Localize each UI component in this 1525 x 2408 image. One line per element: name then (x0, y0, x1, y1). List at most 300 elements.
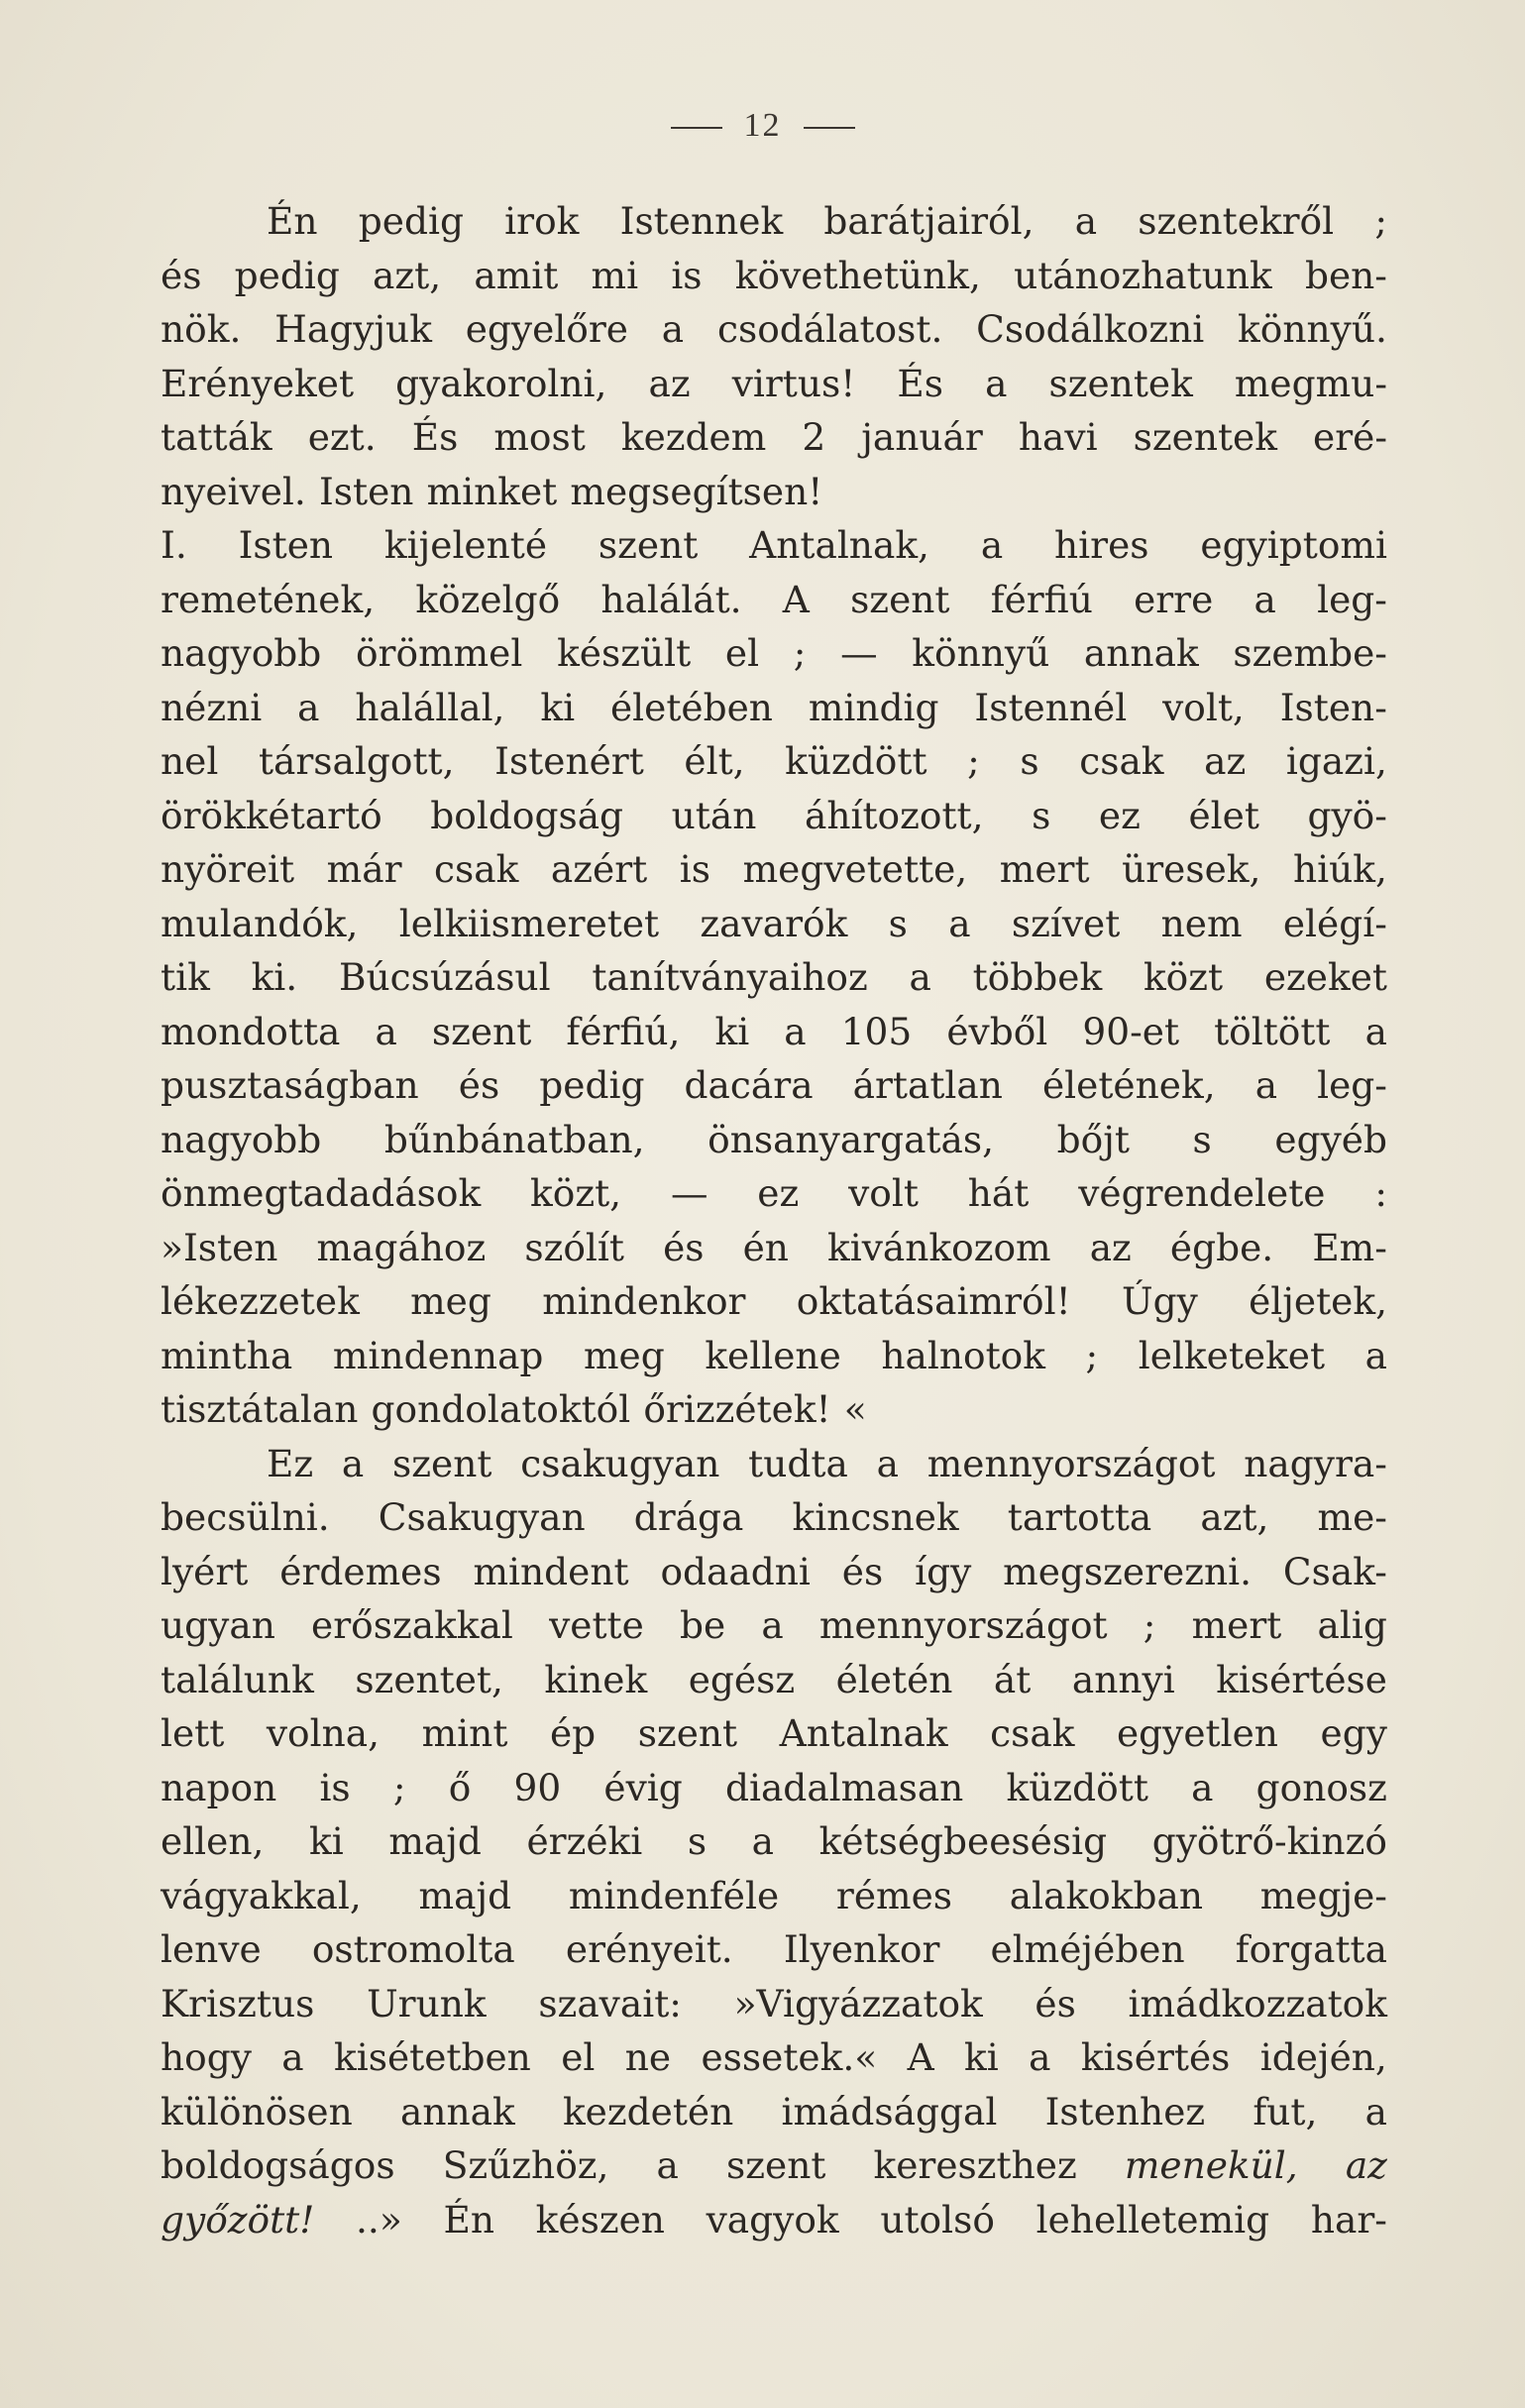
word: havi (1018, 415, 1098, 459)
word: és (458, 1063, 500, 1107)
page-number-dash-left (671, 127, 722, 129)
word: imádkozzatok (1128, 1981, 1387, 2025)
word: január (861, 415, 983, 459)
word: lékezzetek (161, 1279, 360, 1323)
word: ; (793, 631, 807, 675)
word: egy (1320, 1711, 1387, 1755)
word: közelgő (415, 577, 561, 621)
word: szent (598, 523, 699, 567)
word: szent (431, 1009, 532, 1053)
word: szentekről (1138, 199, 1335, 243)
word: alakokban (1009, 1873, 1203, 1917)
word: ellen, (161, 1819, 265, 1863)
word: ; (1374, 199, 1387, 243)
word: annak (1083, 631, 1199, 675)
word: évig (603, 1765, 683, 1809)
word: kisértése (1216, 1657, 1387, 1701)
word: Istennek (619, 199, 784, 243)
word: diadalmasan (724, 1765, 964, 1809)
word: kincsnek (792, 1495, 959, 1539)
word: tik (161, 955, 210, 999)
word: 90 (513, 1765, 562, 1809)
word: ő (448, 1765, 472, 1809)
word: gyötrő-kinzó (1151, 1819, 1387, 1863)
word: s (687, 1819, 708, 1863)
word: Búcsúzásul (338, 955, 551, 999)
word: férfiú (990, 577, 1093, 621)
word: Ilyenkor (783, 1927, 940, 1971)
text-line (161, 950, 1387, 1005)
word: me- (1317, 1495, 1387, 1539)
text-line (161, 897, 1387, 951)
word: halnotok (881, 1333, 1045, 1377)
word: találunk (161, 1657, 314, 1701)
word: majd (388, 1819, 482, 1863)
text-line (161, 2030, 1387, 2085)
word: Em- (1312, 1225, 1387, 1269)
word: 2 (802, 415, 826, 459)
word: megsegítsen! (570, 469, 823, 513)
word: tisztátalan (161, 1387, 359, 1431)
text-line (161, 465, 1387, 519)
word: nyöreit (161, 847, 295, 891)
word: meg (584, 1333, 665, 1377)
word: égbe. (1169, 1225, 1274, 1269)
word: pedig (358, 199, 464, 243)
word: csak (434, 847, 519, 891)
word: a (1253, 577, 1276, 621)
word: a (751, 1819, 775, 1863)
word: eré- (1313, 415, 1387, 459)
word: megje- (1259, 1873, 1387, 1917)
word: hát (967, 1171, 1030, 1215)
word: könnyű. (1238, 307, 1387, 351)
word: boldogság (430, 793, 624, 837)
word: az (648, 361, 691, 405)
word: a (876, 1441, 899, 1485)
word: ez (1098, 793, 1141, 837)
word: kezdem (620, 415, 767, 459)
word: a (297, 685, 320, 729)
word: magához (316, 1225, 487, 1269)
word: rémes (835, 1873, 953, 1917)
word: virtus! (731, 361, 856, 405)
word: a (909, 955, 931, 999)
word: — (670, 1171, 708, 1215)
word: Én (443, 2197, 494, 2242)
word: készült (557, 631, 692, 675)
word: szólít (524, 1225, 624, 1269)
body-text (161, 194, 1387, 2246)
word: « (843, 1387, 867, 1431)
word: csodálatost. (716, 307, 943, 351)
word: és (663, 1225, 705, 1269)
word: ártatlan (852, 1063, 1003, 1107)
word: Ez (267, 1441, 314, 1485)
word: hiúk, (1292, 847, 1387, 891)
word: szent (392, 1441, 492, 1485)
word: oktatásaimról! (796, 1279, 1071, 1323)
word: csak (1079, 739, 1164, 783)
word: be (679, 1603, 726, 1647)
word: annyi (1071, 1657, 1175, 1701)
word: szembe- (1233, 631, 1387, 675)
word: mindenkor (542, 1279, 746, 1323)
word: érzéki (526, 1819, 643, 1863)
word: élet (1188, 793, 1259, 837)
word: har- (1310, 2197, 1387, 2242)
word: Istennél (974, 685, 1128, 729)
word: a (1364, 1333, 1387, 1377)
text-line (161, 1545, 1387, 1599)
text-line (161, 410, 1387, 465)
word: drága (633, 1495, 744, 1539)
word: essetek.« (701, 2035, 878, 2079)
word: és (161, 253, 202, 297)
word: szavait: (538, 1981, 682, 2025)
word: évből (946, 1009, 1048, 1053)
text-line (161, 681, 1387, 735)
text-line (161, 2138, 1387, 2193)
word: odaadni (660, 1549, 811, 1593)
text-line (161, 1113, 1387, 1167)
text-line (161, 573, 1387, 627)
word: becsülni. (161, 1495, 330, 1539)
text-line (161, 1005, 1387, 1059)
word: kellene (705, 1333, 841, 1377)
text-line (161, 1274, 1387, 1329)
word: kezdetén (562, 2089, 734, 2134)
word: szentek (1133, 415, 1277, 459)
word: alig (1317, 1603, 1387, 1647)
word: s (888, 901, 908, 945)
word: a (661, 307, 685, 351)
word: áhítozott, (804, 793, 984, 837)
word: megszerezni. (1003, 1549, 1253, 1593)
word: menekül, (1124, 2143, 1298, 2187)
word: és (841, 1549, 884, 1593)
word: vette (549, 1603, 644, 1647)
text-line (161, 1490, 1387, 1545)
word: Úgy (1121, 1279, 1198, 1323)
word: ezt. (307, 415, 377, 459)
word: Csodálkozni (976, 307, 1205, 351)
word: üresek, (1122, 847, 1261, 891)
word: az (1089, 1225, 1132, 1269)
word: erőszakkal (311, 1603, 513, 1647)
word: ki (714, 1009, 750, 1053)
text-line (161, 1653, 1387, 1707)
word: csakugyan (520, 1441, 720, 1485)
text-line (161, 1869, 1387, 1923)
word: kivánkozom (827, 1225, 1051, 1269)
word: után (671, 793, 757, 837)
word: küzdött (1006, 1765, 1148, 1809)
word: kisértés (1080, 2035, 1231, 2079)
word: leg- (1317, 1063, 1387, 1107)
word: amit (474, 253, 559, 297)
text-line (161, 1598, 1387, 1653)
word: önmegtadadások (161, 1171, 482, 1215)
word: lenve (161, 1927, 262, 1971)
word: szívet (1011, 901, 1121, 945)
word: a (1364, 1009, 1387, 1053)
word: kisétetben (334, 2035, 531, 2079)
word: elméjében (990, 1927, 1185, 1971)
word: ép (549, 1711, 597, 1755)
word: volt (848, 1171, 919, 1215)
word: Antalnak, (749, 523, 929, 567)
word: erényeit. (565, 1927, 733, 1971)
text-line (161, 1221, 1387, 1275)
word: lyért (161, 1549, 249, 1593)
word: különösen (161, 2089, 353, 2134)
word: mert (999, 847, 1090, 891)
word: is (679, 847, 711, 891)
word: mennyországot (818, 1603, 1108, 1647)
word: érdemes (279, 1549, 442, 1593)
word: — (840, 631, 878, 675)
word: is (319, 1765, 351, 1809)
text-line (161, 357, 1387, 411)
word: utánozhatunk (1014, 253, 1272, 297)
word: idején, (1259, 2035, 1387, 2079)
word: megvetette, (742, 847, 968, 891)
word: A (782, 577, 810, 621)
word: mindennap (332, 1333, 544, 1377)
word: éljetek, (1249, 1279, 1387, 1323)
word: önsanyargatás, (708, 1117, 995, 1161)
word: többek (972, 955, 1103, 999)
word: át (993, 1657, 1032, 1701)
word: s (1032, 793, 1051, 837)
word: kétségbeesésig (818, 1819, 1108, 1863)
word: közt, (530, 1171, 622, 1215)
word: egész (688, 1657, 796, 1701)
word: halállal, (355, 685, 505, 729)
word: a (341, 1441, 365, 1485)
word: lett (161, 1711, 225, 1755)
word: a (656, 2143, 679, 2187)
text-line (161, 518, 1387, 573)
word: azért (550, 847, 648, 891)
word: Istenhez (1044, 2089, 1206, 2134)
text-line (161, 194, 1387, 249)
word: el (561, 2035, 596, 2079)
word: vágyakkal, (161, 1873, 362, 1917)
word: annak (399, 2089, 515, 2134)
page-number-text: 12 (743, 107, 782, 144)
word: az (1204, 739, 1247, 783)
word: egyiptomi (1200, 523, 1387, 567)
word: most (493, 415, 586, 459)
word: a (1364, 2089, 1387, 2134)
word: imádsággal (781, 2089, 998, 2134)
text-line (161, 789, 1387, 843)
word: A (907, 2035, 934, 2079)
text-line (161, 1706, 1387, 1761)
text-line (161, 1382, 1387, 1437)
word: ez (757, 1171, 800, 1215)
word: nel (161, 739, 219, 783)
page-number-dash-right (804, 127, 855, 129)
word: remetének, (161, 577, 376, 621)
word: zavarók (700, 901, 848, 945)
text-line (161, 1977, 1387, 2031)
word: életének, (1041, 1063, 1216, 1107)
word: Isten (238, 523, 334, 567)
word: a (1029, 2035, 1051, 2079)
word: utolsó (880, 2197, 995, 2242)
word: lelkiismeretet (398, 901, 660, 945)
word: igazi, (1285, 739, 1387, 783)
word: pusztaságban (161, 1063, 419, 1107)
word: Erényeket (161, 361, 355, 405)
word: Urunk (367, 1981, 487, 2025)
word: meg (410, 1279, 491, 1323)
word: Csakugyan (378, 1495, 586, 1539)
word: bűnbánatban, (383, 1117, 645, 1161)
word: is (671, 253, 703, 297)
word: tatták (161, 415, 272, 459)
word: minket (426, 469, 558, 513)
word: csak (990, 1711, 1075, 1755)
word: ostromolta (311, 1927, 515, 1971)
word: Hagyjuk (274, 307, 432, 351)
word: egyelőre (465, 307, 628, 351)
word: ki (964, 2035, 999, 2079)
word: ..» (355, 2197, 402, 2242)
word: hires (1054, 523, 1149, 567)
word: gyö- (1307, 793, 1387, 837)
word: azt, (373, 253, 442, 297)
word: 90-et (1082, 1009, 1180, 1053)
word: pedig (234, 253, 340, 297)
word: ki. (251, 955, 298, 999)
word: ezeket (1263, 955, 1387, 999)
word: kijelenté (383, 523, 548, 567)
word: Isten- (1279, 685, 1387, 729)
word: hogy (161, 2035, 252, 2079)
word: És (411, 415, 459, 459)
word: halálát. (600, 577, 742, 621)
word: örökkétartó (161, 793, 382, 837)
word: Istenért (494, 739, 644, 783)
word: »Vigyázzatok (733, 1981, 983, 2025)
word: mulandók, (161, 901, 359, 945)
word: És (897, 361, 944, 405)
text-line (161, 302, 1387, 357)
word: az (1345, 2143, 1387, 2187)
word: már (326, 847, 402, 891)
word: »Isten (161, 1225, 278, 1269)
word: gonosz (1255, 1765, 1387, 1809)
word: nagyobb (161, 631, 322, 675)
word: követhetünk, (734, 253, 981, 297)
word: irok (504, 199, 580, 243)
word: fut, (1253, 2089, 1318, 2134)
word: ; (967, 739, 980, 783)
word: I. (161, 523, 187, 567)
word: napon (161, 1765, 277, 1809)
word: egyéb (1274, 1117, 1387, 1161)
word: mint (421, 1711, 508, 1755)
word: lelketeket (1138, 1333, 1326, 1377)
text-line (161, 734, 1387, 789)
word: barátjairól, (823, 199, 1035, 243)
word: a (281, 2035, 304, 2079)
page-number (0, 107, 1525, 145)
text-line (161, 842, 1387, 897)
word: ne (624, 2035, 672, 2079)
word: mindig (808, 685, 939, 729)
word: pedig (539, 1063, 645, 1107)
word: tanítványaihoz (592, 955, 868, 999)
word: ; (1143, 1603, 1156, 1647)
word: Szűzhöz, (442, 2143, 609, 2187)
word: Én (267, 199, 318, 243)
word: Isten (318, 469, 414, 513)
word: társalgott, (258, 739, 455, 783)
word: volt, (1162, 685, 1245, 729)
word: szent (637, 1711, 738, 1755)
word: végrendelete (1078, 1171, 1326, 1215)
word: ki (540, 685, 576, 729)
word: Krisztus (161, 1981, 315, 2025)
word: életén (835, 1657, 953, 1701)
word: Antalnak (779, 1711, 948, 1755)
word: a (980, 523, 1004, 567)
word: őrizzétek! (643, 1387, 831, 1431)
word: készen (535, 2197, 665, 2242)
word: a (375, 1009, 397, 1053)
word: a (1191, 1765, 1214, 1809)
text-line (161, 1058, 1387, 1113)
word: tudta (748, 1441, 848, 1485)
word: a (784, 1009, 807, 1053)
text-line (161, 1922, 1387, 1977)
text-line (161, 249, 1387, 303)
word: a (1074, 199, 1098, 243)
word: kinek (544, 1657, 648, 1701)
word: töltött (1214, 1009, 1331, 1053)
word: nem (1160, 901, 1243, 945)
word: én (742, 1225, 789, 1269)
word: ki (309, 1819, 344, 1863)
word: el (724, 631, 760, 675)
word: mondotta (161, 1009, 341, 1053)
word: nézni (161, 685, 263, 729)
word: 105 (840, 1009, 913, 1053)
word: gondolatoktól (371, 1387, 631, 1431)
word: ben- (1304, 253, 1387, 297)
word: vagyok (706, 2197, 839, 2242)
word: nagyobb (161, 1117, 322, 1161)
word: mennyországot (926, 1441, 1216, 1485)
word: szentek (1048, 361, 1193, 405)
word: és (1035, 1981, 1076, 2025)
text-line (161, 1329, 1387, 1383)
word: a (985, 361, 1008, 405)
word: nagyra- (1244, 1441, 1387, 1485)
word: azt, (1200, 1495, 1269, 1539)
word: s (1020, 739, 1039, 783)
text-line (161, 1166, 1387, 1221)
word: dacára (684, 1063, 814, 1107)
word: győzött! (161, 2197, 315, 2242)
word: így (915, 1549, 972, 1593)
word: lehelletemig (1035, 2197, 1270, 2242)
